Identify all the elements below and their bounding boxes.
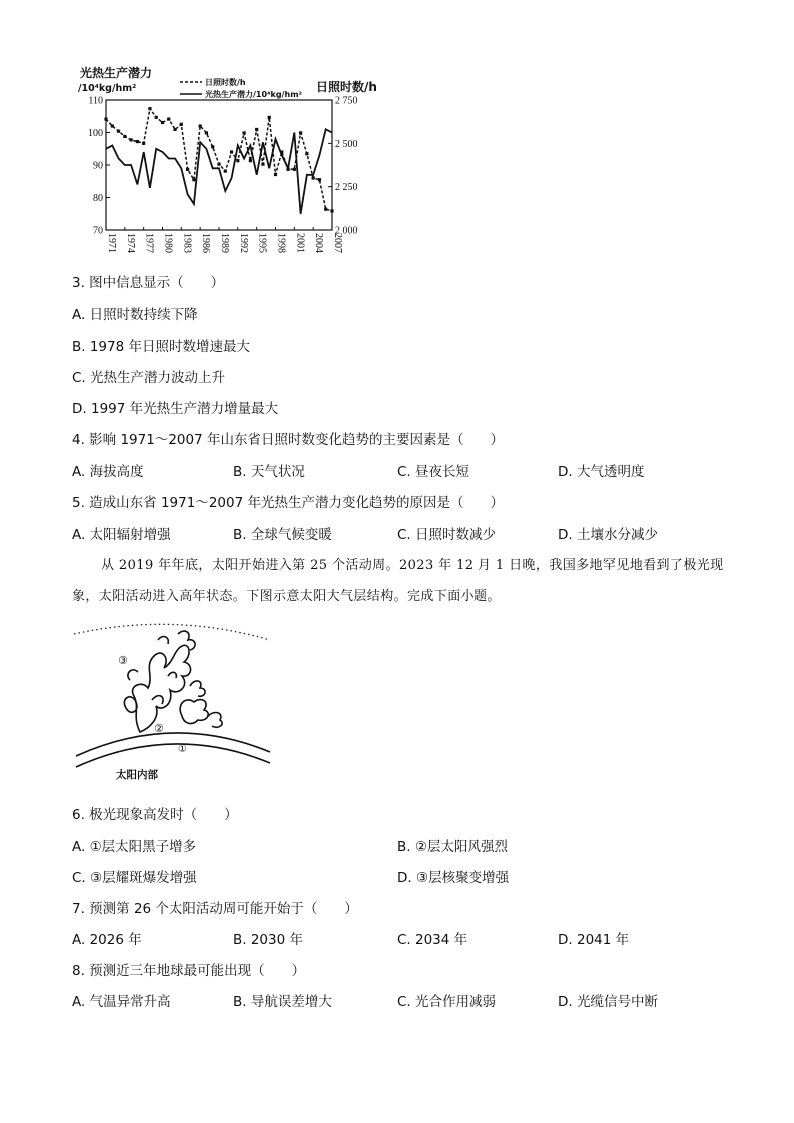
q7-option-c[interactable]: C. 2034 年 [397,932,468,948]
corona-boundary [74,624,270,640]
question-7-stem: 7. 预测第 26 个太阳活动周可能开始于（ ） [72,901,358,917]
question-4-stem: 4. 影响 1971～2007 年山东省日照时数变化趋势的主要因素是（ ） [72,432,504,448]
q8-option-b[interactable]: B. 导航误差增大 [233,994,332,1010]
sunshine-point [142,142,145,145]
x-tick-label: 1980 [162,233,174,253]
x-tick-label: 2001 [294,233,306,253]
series-layer [104,107,333,214]
q8-option-c[interactable]: C. 光合作用减弱 [397,994,497,1010]
sunshine-point [211,145,214,148]
sunshine-point [123,135,126,138]
q6-option-a[interactable]: A. ①层太阳黑子增多 [72,839,197,855]
sunshine-point [274,173,277,176]
q4-option-a[interactable]: A. 海拔高度 [72,464,144,480]
sunshine-point [136,140,139,143]
chart-legend [180,77,303,99]
sunshine-point [167,117,170,120]
x-tick-label: 1986 [200,233,212,253]
y-left-title: 光热生产潜力 [80,66,153,80]
sunshine-point [217,163,220,166]
sunshine-point [324,208,327,211]
q3-option-a[interactable]: A. 日照时数持续下降 [72,307,198,323]
q7-option-b[interactable]: B. 2030 年 [233,932,303,948]
q8-option-a[interactable]: A. 气温异常升高 [72,994,171,1010]
legend-potential: 光热生产潜力/10⁴kg/hm² [205,90,303,99]
sunshine-point [305,152,308,155]
sunshine-point [130,138,133,141]
question-6-stem: 6. 极光现象高发时（ ） [72,807,238,823]
q3-option-c[interactable]: C. 光热生产潜力波动上升 [72,370,226,386]
sunshine-point [155,116,158,119]
sunshine-point [255,128,258,131]
label-layer-3: ③ [118,654,128,667]
photosphere-arc [76,744,270,767]
legend-sunshine: 日照时数/h [205,78,246,87]
solar-atmosphere-diagram [70,616,276,782]
sunshine-point [318,178,321,181]
x-tick-label: 1992 [237,233,249,253]
y-right-title: 日照时数/h [316,80,377,94]
sunshine-point [261,163,264,166]
x-tick-label: 1971 [106,233,117,253]
sunshine-point [111,124,114,127]
y-right-tick-label: 2 750 [335,95,358,107]
q5-option-a[interactable]: A. 太阳辐射增强 [72,527,171,543]
sunshine-point [117,130,120,133]
label-layer-1: ① [178,744,187,755]
q6-option-b[interactable]: B. ②层太阳风强烈 [397,839,508,855]
sunshine-point [268,116,271,119]
y-right-tick-label: 2 250 [335,182,358,194]
sunshine-point [312,176,315,179]
x-tick-label: 1983 [181,233,193,253]
sunshine-point [293,168,296,171]
question-8-stem: 8. 预测近三年地球最可能出现（ ） [72,963,306,979]
q8-option-d[interactable]: D. 光缆信号中断 [558,994,658,1010]
x-tick-label: 1995 [256,233,268,253]
label-layer-2: ② [154,722,164,735]
question-3-stem: 3. 图中信息显示（ ） [72,275,225,291]
series-line-sunshine [106,109,332,211]
x-tick-label: 2007 [332,233,343,253]
sunshine-point [104,117,107,120]
sunshine-point [161,121,164,124]
sunshine-point [180,123,183,126]
y-right-tick-label: 2 500 [335,138,358,150]
q6-option-d[interactable]: D. ③层核聚变增强 [397,870,510,886]
q6-option-c[interactable]: C. ③层耀斑爆发增强 [72,870,197,886]
sunshine-point [186,168,189,171]
sunshine-point [249,159,252,162]
q5-option-c[interactable]: C. 日照时数减少 [397,527,497,543]
q3-option-b[interactable]: B. 1978 年日照时数增速最大 [72,339,250,355]
y-left-tick-label: 70 [93,225,103,237]
y-left-tick-label: 100 [88,128,103,139]
y-left-tick-label: 110 [88,95,103,107]
prominence-flames [124,631,222,732]
sunshine-point [224,169,227,172]
intro-line-2: 象，太阳活动进入高年状态。下图示意太阳大气层结构。完成下面小题。 [72,589,501,604]
sunshine-point [299,131,302,134]
y-left-tick-label: 80 [93,193,103,204]
sunshine-point [230,150,233,153]
intro-line-1: 从 2019 年年底，太阳开始进入第 25 个活动周。2023 年 12 月 1 日晚，我国多地罕见地看到了极光现 [101,558,724,573]
x-tick-label: 1998 [275,233,287,253]
sunshine-point [236,159,239,162]
q7-option-a[interactable]: A. 2026 年 [72,932,142,948]
sunshine-point [148,107,151,110]
sunshine-point [192,178,195,181]
sunshine-point [173,128,176,131]
y-right-tick-label: 2 000 [335,225,358,237]
y-left-tick-label: 90 [93,160,103,172]
sunshine-point [243,131,246,134]
sunshine-point [205,131,208,134]
x-tick-label: 2004 [313,233,325,254]
q7-option-d[interactable]: D. 2041 年 [558,932,630,948]
y-left-unit: /10⁴kg/hm² [78,83,137,94]
x-tick-label: 1989 [219,233,230,253]
sunshine-point [199,124,202,127]
x-tick-label: 1974 [124,233,136,253]
x-tick-label: 1977 [143,233,155,253]
q4-option-c[interactable]: C. 昼夜长短 [397,464,470,480]
q5-option-d[interactable]: D. 土壤水分减少 [558,527,658,543]
question-5-stem: 5. 造成山东省 1971～2007 年光热生产潜力变化趋势的原因是（ ） [72,495,504,511]
q4-option-d[interactable]: D. 大气透明度 [558,464,645,480]
y-left-axis [88,96,110,237]
x-axis [106,227,343,253]
q4-option-b[interactable]: B. 天气状况 [233,464,305,480]
q3-option-d[interactable]: D. 1997 年光热生产潜力增量最大 [72,401,279,417]
sunshine-point [330,209,333,212]
sun-interior-caption: 太阳内部 [116,769,158,781]
sunshine-chart [70,60,400,270]
q5-option-b[interactable]: B. 全球气候变暖 [233,527,332,543]
